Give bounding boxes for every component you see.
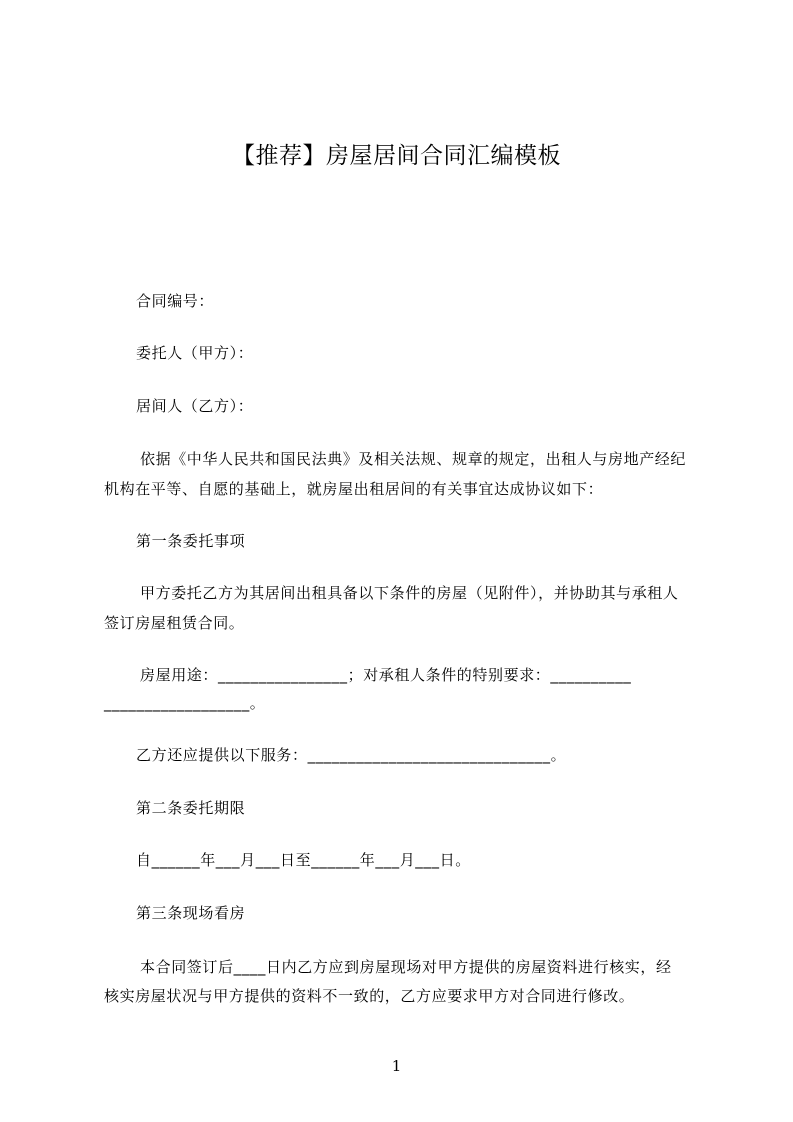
- article-1-paragraph-2-line-2: __________________。: [104, 694, 266, 712]
- page-number: 1: [391, 1057, 402, 1075]
- intro-paragraph-line-1: 依据《中华人民共和国民法典》及相关法规、规章的规定，出租人与房地产经纪: [140, 450, 687, 468]
- article-1-paragraph-2-line-1: 房屋用途：________________；对承租人条件的特别要求：__________: [140, 666, 632, 684]
- article-1-paragraph-1-line-2: 签订房屋租赁合同。: [104, 614, 245, 632]
- article-1-heading: 第一条委托事项: [136, 532, 246, 550]
- article-1-paragraph-3: 乙方还应提供以下服务：______________________________。: [136, 746, 567, 764]
- article-3-paragraph-1-line-1: 本合同签订后____日内乙方应到房屋现场对甲方提供的房屋资料进行核实，经: [140, 958, 672, 976]
- article-2-heading: 第二条委托期限: [136, 799, 246, 817]
- intro-paragraph-line-2: 机构在平等、自愿的基础上，就房屋出租居间的有关事宜达成协议如下：: [104, 480, 604, 498]
- party-a-field: 委托人（甲方）：: [136, 344, 254, 362]
- article-3-paragraph-1-line-2: 核实房屋状况与甲方提供的资料不一致的，乙方应要求甲方对合同进行修改。: [104, 987, 635, 1005]
- contract-number-field: 合同编号：: [136, 292, 215, 310]
- article-3-heading: 第三条现场看房: [136, 904, 246, 922]
- article-2-paragraph-1: 自______年___月___日至______年___月___日。: [136, 851, 471, 869]
- article-1-paragraph-1-line-1: 甲方委托乙方为其居间出租具备以下条件的房屋（见附件），并协助其与承租人: [140, 584, 679, 602]
- document-title: 【推荐】房屋居间合同汇编模板: [232, 143, 561, 169]
- party-b-field: 居间人（乙方）：: [136, 397, 254, 415]
